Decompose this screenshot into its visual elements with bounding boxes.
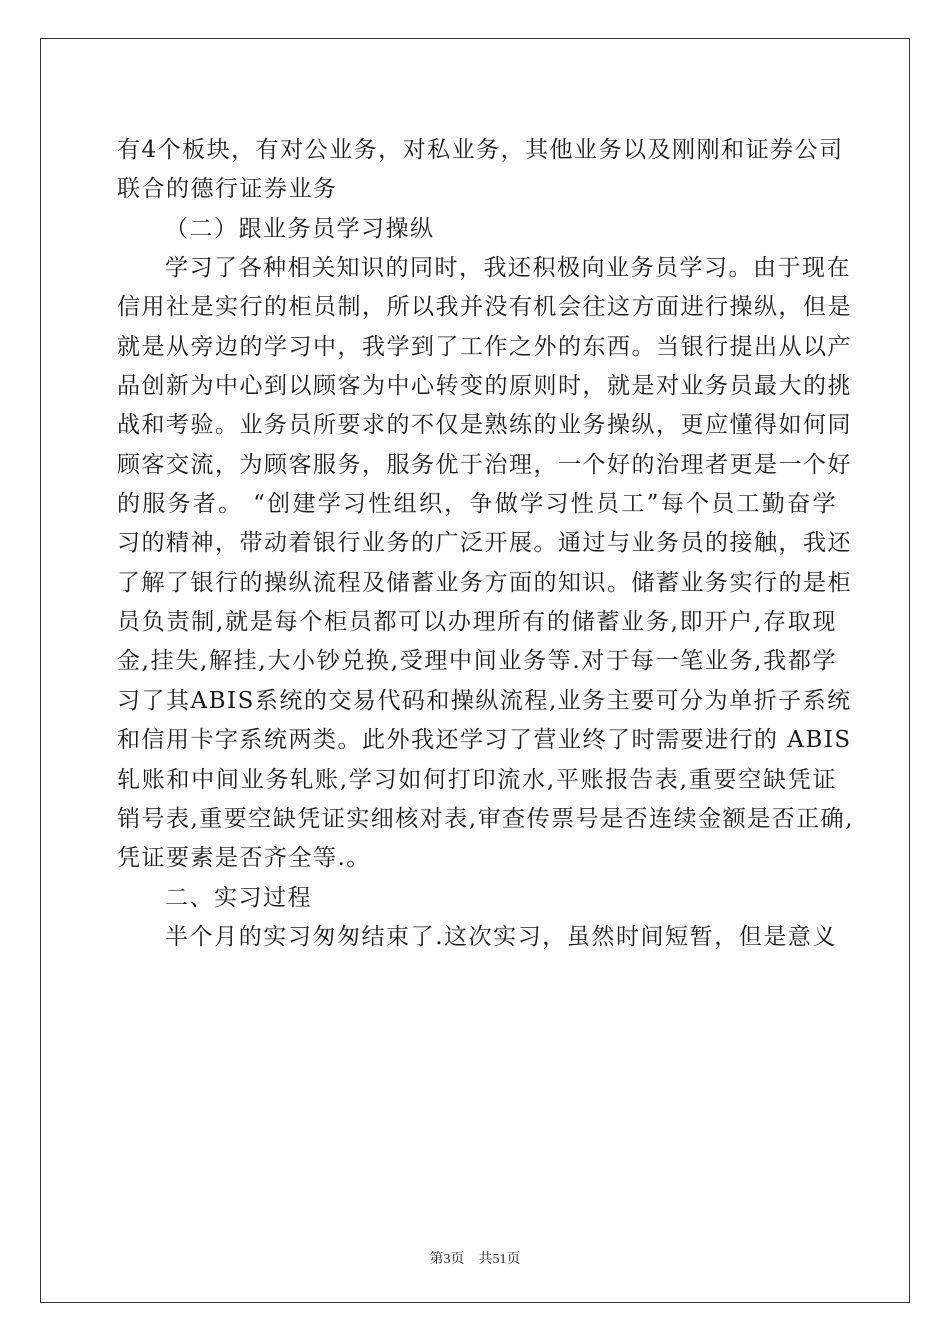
text-line: 学习了各种相关知识的同时，我还积极向业务员学习。由于现在	[165, 255, 851, 282]
page-footer	[0, 1248, 950, 1268]
text-line: 销号表,重要空缺凭证实细核对表,审查传票号是否连续金额是否正确,	[117, 805, 854, 832]
text-line: 有4个板块，有对公业务，对私业务，其他业务以及刚刚和证券公司	[117, 137, 844, 163]
text-line: 二、实习过程	[165, 884, 312, 911]
text-line: 了解了银行的操纵流程及储蓄业务方面的知识。储蓄业务实行的是柜	[117, 569, 852, 596]
text-line: 品创新为中心到以顾客为中心转变的原则时，就是对业务员最大的挑	[117, 373, 852, 400]
text-line: 轧账和中间业务轧账,学习如何打印流水,平账报告表,重要空缺凭证	[117, 766, 837, 793]
text-line: 和信用卡字系统两类。此外我还学习了营业终了时需要进行的 ABIS	[117, 727, 852, 754]
text-line: 习的精神，带动着银行业务的广泛开展。通过与业务员的接触，我还	[117, 530, 852, 557]
page-total: 共51页	[478, 1252, 521, 1267]
text-line: 战和考验。业务员所要求的不仅是熟练的业务操纵，更应懂得如何同	[117, 412, 852, 439]
text-line: 凭证要素是否齐全等.。	[117, 845, 371, 872]
document-body	[117, 131, 854, 957]
text-line: 员负责制,就是每个柜员都可以办理所有的储蓄业务,即开户,存取现	[117, 609, 837, 636]
text-line: 联合的德行证券业务	[117, 176, 338, 203]
text-line: 的服务者。 “创建学习性组织，争做学习性员工”每个员工勤奋学	[117, 491, 837, 518]
page-number: 第3页	[429, 1252, 465, 1267]
text-line: （二）跟业务员学习操纵	[165, 215, 435, 242]
text-line: 习了其ABIS系统的交易代码和操纵流程,业务主要可分为单折子系统	[117, 687, 852, 714]
text-line: 顾客交流，为顾客服务，服务优于治理，一个好的治理者更是一个好	[117, 451, 852, 478]
text-line: 信用社是实行的柜员制，所以我并没有机会往这方面进行操纵，但是	[117, 294, 852, 321]
text-line: 就是从旁边的学习中，我学到了工作之外的东西。当银行提出从以产	[117, 333, 852, 360]
text-line: 金,挂失,解挂,大小钞兑换,受理中间业务等.对于每一笔业务,我都学	[117, 648, 837, 675]
text-line: 半个月的实习匆匆结束了.这次实习，虽然时间短暂，但是意义	[165, 923, 837, 950]
